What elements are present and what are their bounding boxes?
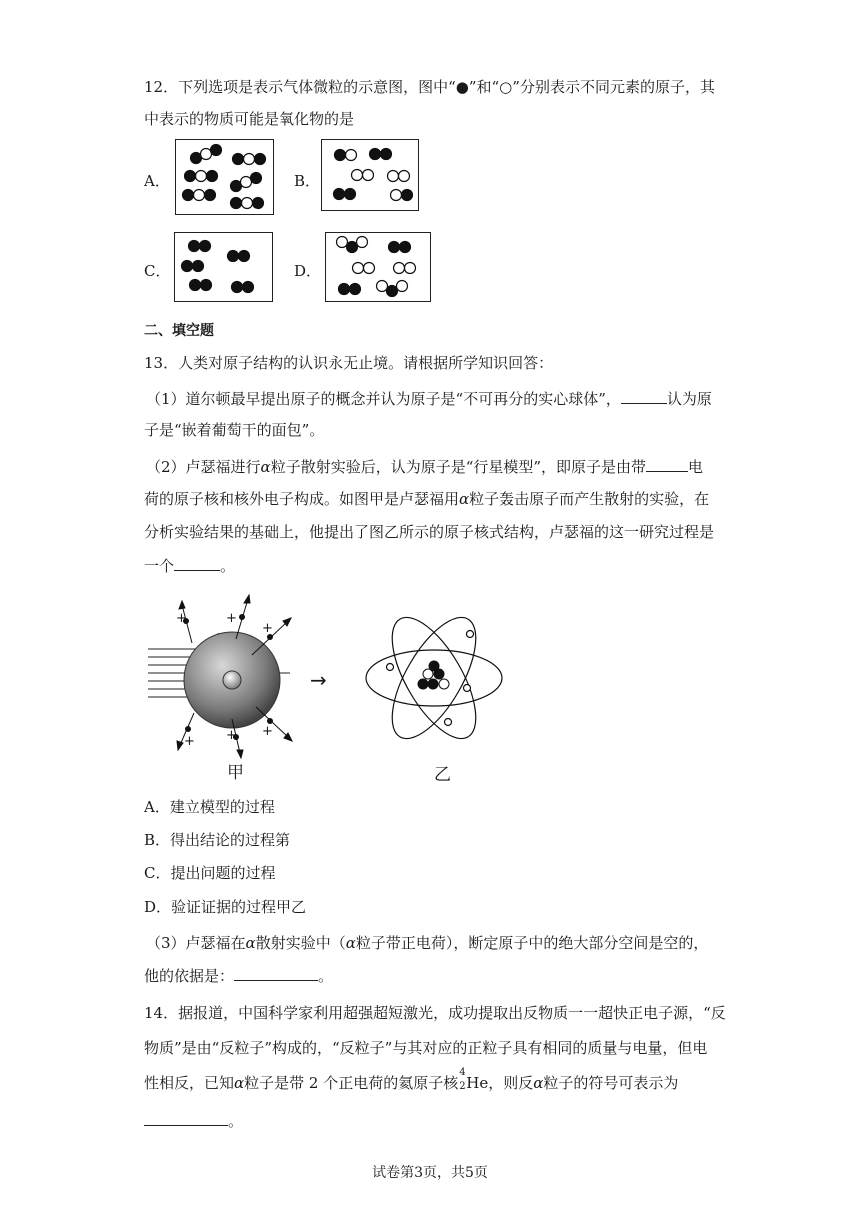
particle-diagram-a	[176, 140, 273, 214]
q12-line1: 12．下列选项是表示气体微粒的示意图，图中“●”和“○”分别表示不同元素的原子，其	[144, 78, 715, 96]
section-title: 二、填空题	[144, 323, 214, 339]
q12-option-a-label: A．	[144, 172, 170, 190]
q12-option-b-label: B．	[294, 172, 321, 190]
q13-part3-line2: 他的依据是： 。	[144, 967, 334, 985]
q13-choice-a[interactable]: A．建立模型的过程	[144, 798, 275, 816]
q13-blank-4[interactable]	[234, 966, 318, 981]
q13-blank-1[interactable]	[621, 389, 667, 404]
q13-choice-d[interactable]: D．验证证据的过程甲乙	[144, 898, 307, 916]
q14-line3: 性相反，已知α粒子是带 2 个正电荷的氦原子核 4 2 He，则反α粒子的符号可表示为	[144, 1067, 679, 1092]
q13-choice-c[interactable]: C．提出问题的过程	[144, 864, 276, 882]
q12-option-c-label: C．	[144, 262, 171, 280]
q13-choice-b[interactable]: B．得出结论的过程第	[144, 831, 291, 849]
q13-blank-2[interactable]	[646, 457, 688, 472]
figure-label-jia: 甲	[227, 763, 244, 783]
q12-option-d-diagram	[325, 232, 431, 302]
plus-sign: +	[262, 724, 273, 739]
particle-diagram-c	[175, 233, 272, 301]
q14-line2: 物质”是由“反粒子”构成的，“反粒子”与其对应的正粒子具有相同的质量与电量，但电	[144, 1039, 708, 1057]
figure-label-yi: 乙	[434, 765, 451, 785]
particle-diagram-d	[326, 233, 430, 301]
q12-line2: 中表示的物质可能是氧化物的是	[144, 110, 355, 128]
q13-part2-line1: （2）卢瑟福进行α粒子散射实验后，认为原子是“行星模型”，即原子是由带 电	[146, 458, 704, 476]
plus-sign: +	[176, 611, 187, 626]
plus-sign: +	[226, 728, 237, 743]
q13-part2-line2: 荷的原子核和核外电子构成。如图甲是卢瑟福用α粒子轰击原子而产生散射的实验，在	[144, 490, 710, 508]
particle-diagram-b	[322, 140, 418, 210]
atom-model-figure	[360, 600, 510, 750]
nuclide-notation: 4 2	[459, 1067, 466, 1092]
q13-part2-line4: 一个 。	[144, 557, 236, 575]
q13-line1: 13．人类对原子结构的认识永无止境。请根据所学知识回答：	[144, 354, 554, 372]
q12-option-a-diagram	[175, 139, 274, 215]
q13-blank-3[interactable]	[174, 556, 220, 571]
q12-option-b-diagram	[321, 139, 419, 211]
q13-part2-line3: 分析实验结果的基础上，他提出了图乙所示的原子核式结构，卢瑟福的这一研究过程是	[144, 523, 715, 541]
q12-option-c-diagram	[174, 232, 273, 302]
q13-part1-line1: （1）道尔顿最早提出原子的概念并认为原子是“不可再分的实心球体”， 认为原	[146, 390, 712, 408]
q14-line1: 14．据报道，中国科学家利用超强超短激光，成功提取出反物质一一超快正电子源，“反	[144, 1004, 726, 1022]
q13-part1-line2: 子是“嵌着葡萄干的面包”。	[144, 421, 325, 439]
plus-sign: +	[262, 621, 273, 636]
plus-sign: +	[226, 611, 237, 626]
page-footer: 试卷第3页，共5页	[372, 1165, 488, 1181]
q14-blank[interactable]	[144, 1111, 228, 1126]
q12-option-d-label: D．	[294, 262, 322, 280]
arrow-icon: →	[310, 668, 327, 692]
q13-part3-line1: （3）卢瑟福在α散射实验中（α粒子带正电荷），断定原子中的绝大部分空间是空的，	[146, 934, 709, 952]
plus-sign: +	[184, 734, 195, 749]
q14-line4: 。	[144, 1110, 243, 1131]
